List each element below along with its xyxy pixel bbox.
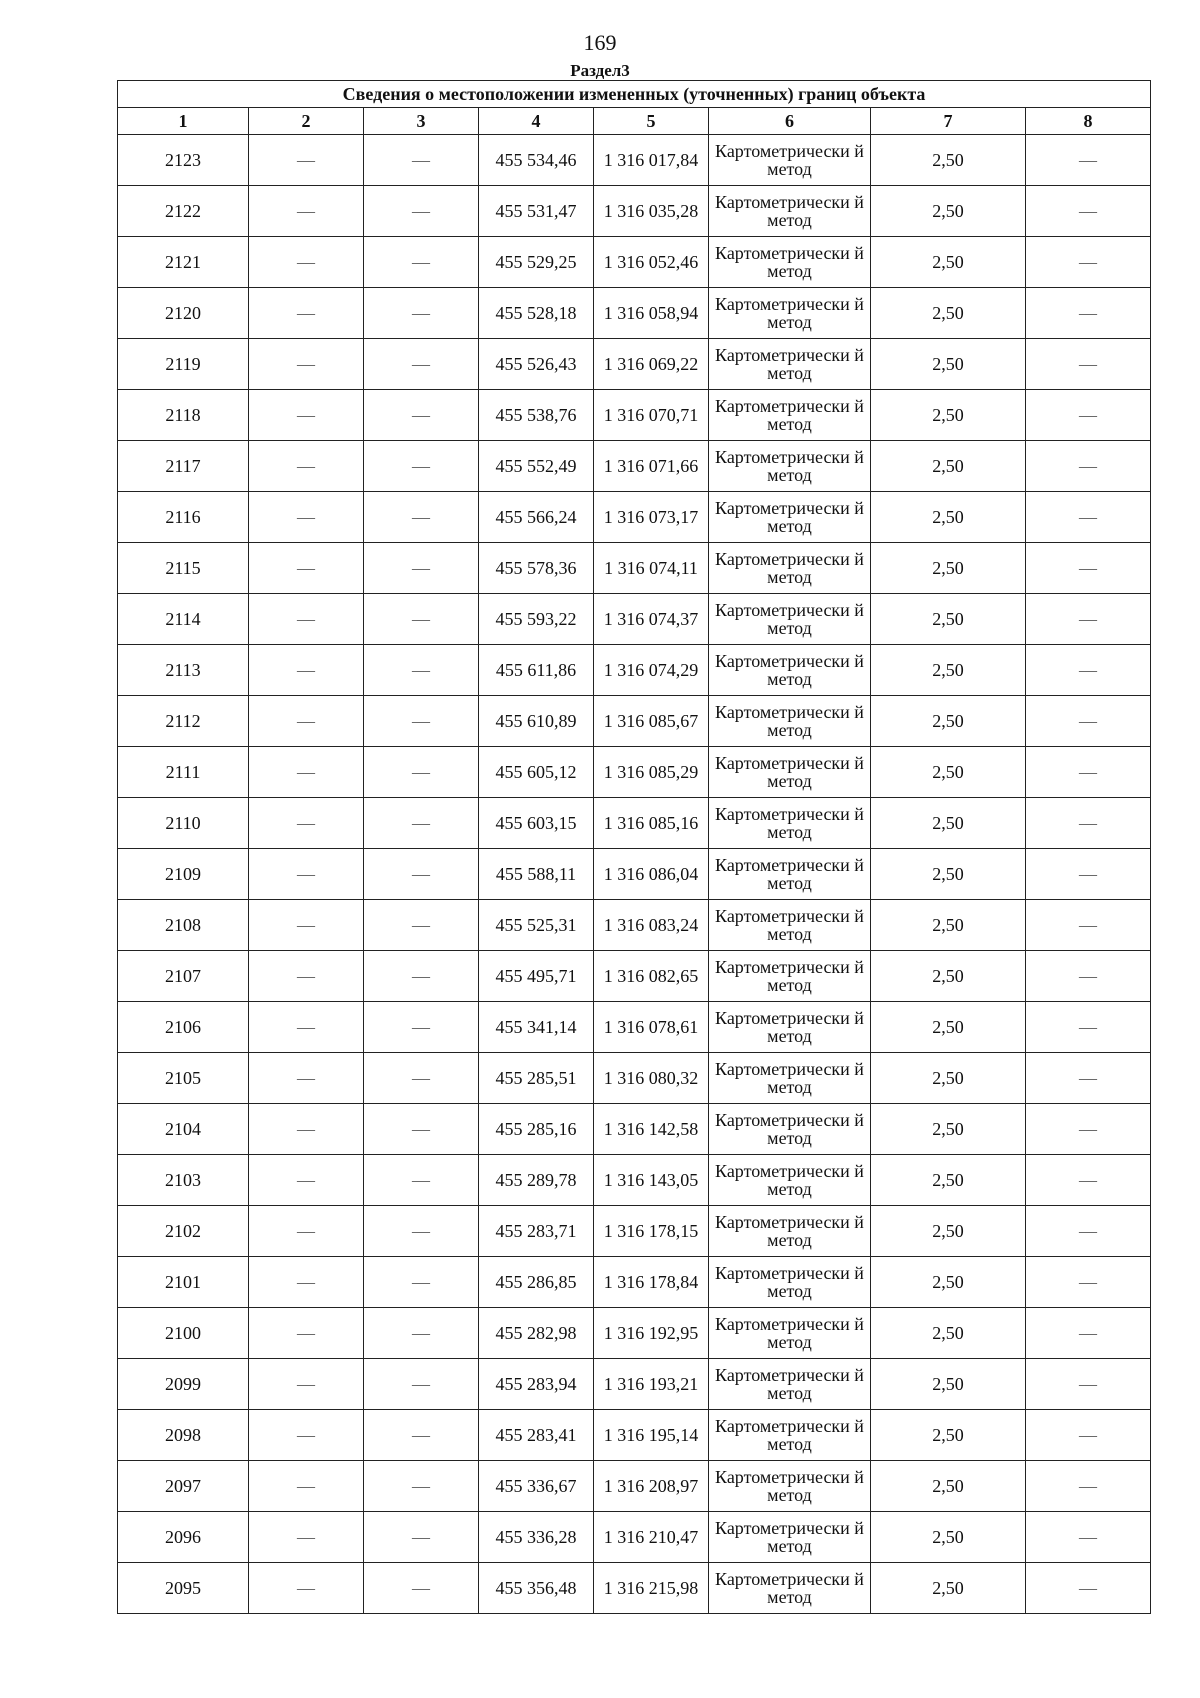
table-row bbox=[118, 849, 1151, 900]
x-coordinate-cell: 455 603,15 bbox=[479, 798, 594, 849]
col3-cell: — bbox=[364, 1257, 479, 1308]
accuracy-cell: 2,50 bbox=[871, 1104, 1026, 1155]
y-coordinate-cell: 1 316 193,21 bbox=[594, 1359, 709, 1410]
col2-cell: — bbox=[249, 1206, 364, 1257]
x-coordinate-cell: 455 531,47 bbox=[479, 186, 594, 237]
col8-cell: — bbox=[1026, 798, 1151, 849]
col8-cell: — bbox=[1026, 288, 1151, 339]
accuracy-cell: 2,50 bbox=[871, 237, 1026, 288]
accuracy-cell: 2,50 bbox=[871, 1359, 1026, 1410]
col2-cell: — bbox=[249, 288, 364, 339]
method-cell: Картометрически й метод bbox=[709, 594, 871, 645]
x-coordinate-cell: 455 356,48 bbox=[479, 1563, 594, 1614]
col2-cell: — bbox=[249, 747, 364, 798]
table-row bbox=[118, 1104, 1151, 1155]
col8-cell: — bbox=[1026, 543, 1151, 594]
method-cell: Картометрически й метод bbox=[709, 1461, 871, 1512]
table-row bbox=[118, 1257, 1151, 1308]
col8-cell: — bbox=[1026, 186, 1151, 237]
col8-cell: — bbox=[1026, 1002, 1151, 1053]
point-number-cell: 2101 bbox=[118, 1257, 249, 1308]
y-coordinate-cell: 1 316 073,17 bbox=[594, 492, 709, 543]
col8-cell: — bbox=[1026, 1053, 1151, 1104]
method-cell: Картометрически й метод bbox=[709, 492, 871, 543]
col3-cell: — bbox=[364, 1359, 479, 1410]
table-row bbox=[118, 1563, 1151, 1614]
accuracy-cell: 2,50 bbox=[871, 1461, 1026, 1512]
point-number-cell: 2112 bbox=[118, 696, 249, 747]
table-row bbox=[118, 900, 1151, 951]
col8-cell: — bbox=[1026, 1461, 1151, 1512]
col3-cell: — bbox=[364, 339, 479, 390]
col8-cell: — bbox=[1026, 696, 1151, 747]
point-number-cell: 2117 bbox=[118, 441, 249, 492]
col3-cell: — bbox=[364, 849, 479, 900]
col8-cell: — bbox=[1026, 1206, 1151, 1257]
col2-cell: — bbox=[249, 1563, 364, 1614]
x-coordinate-cell: 455 525,31 bbox=[479, 900, 594, 951]
method-cell: Картометрически й метод bbox=[709, 1359, 871, 1410]
y-coordinate-cell: 1 316 035,28 bbox=[594, 186, 709, 237]
x-coordinate-cell: 455 336,28 bbox=[479, 1512, 594, 1563]
point-number-cell: 2111 bbox=[118, 747, 249, 798]
table-row bbox=[118, 1053, 1151, 1104]
y-coordinate-cell: 1 316 080,32 bbox=[594, 1053, 709, 1104]
point-number-cell: 2110 bbox=[118, 798, 249, 849]
col8-cell: — bbox=[1026, 1155, 1151, 1206]
accuracy-cell: 2,50 bbox=[871, 1410, 1026, 1461]
table-row bbox=[118, 1002, 1151, 1053]
col8-cell: — bbox=[1026, 1104, 1151, 1155]
table-title-row bbox=[118, 81, 1151, 108]
col8-cell: — bbox=[1026, 849, 1151, 900]
col3-cell: — bbox=[364, 900, 479, 951]
col3-cell: — bbox=[364, 543, 479, 594]
col2-cell: — bbox=[249, 645, 364, 696]
method-cell: Картометрически й метод bbox=[709, 288, 871, 339]
table-row bbox=[118, 441, 1151, 492]
accuracy-cell: 2,50 bbox=[871, 135, 1026, 186]
x-coordinate-cell: 455 566,24 bbox=[479, 492, 594, 543]
col2-cell: — bbox=[249, 1461, 364, 1512]
col2-cell: — bbox=[249, 798, 364, 849]
column-number: 5 bbox=[594, 108, 709, 135]
x-coordinate-cell: 455 526,43 bbox=[479, 339, 594, 390]
table-row bbox=[118, 237, 1151, 288]
y-coordinate-cell: 1 316 074,29 bbox=[594, 645, 709, 696]
y-coordinate-cell: 1 316 195,14 bbox=[594, 1410, 709, 1461]
col2-cell: — bbox=[249, 1053, 364, 1104]
col3-cell: — bbox=[364, 1206, 479, 1257]
col8-cell: — bbox=[1026, 951, 1151, 1002]
col3-cell: — bbox=[364, 135, 479, 186]
point-number-cell: 2098 bbox=[118, 1410, 249, 1461]
accuracy-cell: 2,50 bbox=[871, 441, 1026, 492]
col8-cell: — bbox=[1026, 390, 1151, 441]
col8-cell: — bbox=[1026, 1359, 1151, 1410]
table-row bbox=[118, 288, 1151, 339]
accuracy-cell: 2,50 bbox=[871, 1053, 1026, 1104]
accuracy-cell: 2,50 bbox=[871, 645, 1026, 696]
y-coordinate-cell: 1 316 052,46 bbox=[594, 237, 709, 288]
column-number: 6 bbox=[709, 108, 871, 135]
y-coordinate-cell: 1 316 178,84 bbox=[594, 1257, 709, 1308]
table-row bbox=[118, 135, 1151, 186]
col3-cell: — bbox=[364, 645, 479, 696]
accuracy-cell: 2,50 bbox=[871, 1512, 1026, 1563]
col3-cell: — bbox=[364, 237, 479, 288]
column-number: 8 bbox=[1026, 108, 1151, 135]
col2-cell: — bbox=[249, 1410, 364, 1461]
col8-cell: — bbox=[1026, 594, 1151, 645]
method-cell: Картометрически й метод bbox=[709, 339, 871, 390]
accuracy-cell: 2,50 bbox=[871, 186, 1026, 237]
col2-cell: — bbox=[249, 390, 364, 441]
y-coordinate-cell: 1 316 086,04 bbox=[594, 849, 709, 900]
point-number-cell: 2108 bbox=[118, 900, 249, 951]
col3-cell: — bbox=[364, 951, 479, 1002]
point-number-cell: 2104 bbox=[118, 1104, 249, 1155]
table-row bbox=[118, 339, 1151, 390]
y-coordinate-cell: 1 316 069,22 bbox=[594, 339, 709, 390]
y-coordinate-cell: 1 316 208,97 bbox=[594, 1461, 709, 1512]
col3-cell: — bbox=[364, 1002, 479, 1053]
point-number-cell: 2107 bbox=[118, 951, 249, 1002]
point-number-cell: 2105 bbox=[118, 1053, 249, 1104]
point-number-cell: 2122 bbox=[118, 186, 249, 237]
x-coordinate-cell: 455 529,25 bbox=[479, 237, 594, 288]
y-coordinate-cell: 1 316 078,61 bbox=[594, 1002, 709, 1053]
x-coordinate-cell: 455 538,76 bbox=[479, 390, 594, 441]
col3-cell: — bbox=[364, 1155, 479, 1206]
accuracy-cell: 2,50 bbox=[871, 747, 1026, 798]
point-number-cell: 2099 bbox=[118, 1359, 249, 1410]
col3-cell: — bbox=[364, 1308, 479, 1359]
method-cell: Картометрически й метод bbox=[709, 696, 871, 747]
y-coordinate-cell: 1 316 192,95 bbox=[594, 1308, 709, 1359]
table-row bbox=[118, 645, 1151, 696]
method-cell: Картометрически й метод bbox=[709, 135, 871, 186]
col8-cell: — bbox=[1026, 1308, 1151, 1359]
accuracy-cell: 2,50 bbox=[871, 1002, 1026, 1053]
accuracy-cell: 2,50 bbox=[871, 951, 1026, 1002]
point-number-cell: 2102 bbox=[118, 1206, 249, 1257]
y-coordinate-cell: 1 316 085,16 bbox=[594, 798, 709, 849]
method-cell: Картометрически й метод bbox=[709, 390, 871, 441]
col8-cell: — bbox=[1026, 237, 1151, 288]
method-cell: Картометрически й метод bbox=[709, 645, 871, 696]
x-coordinate-cell: 455 495,71 bbox=[479, 951, 594, 1002]
col2-cell: — bbox=[249, 237, 364, 288]
accuracy-cell: 2,50 bbox=[871, 849, 1026, 900]
accuracy-cell: 2,50 bbox=[871, 1308, 1026, 1359]
accuracy-cell: 2,50 bbox=[871, 1563, 1026, 1614]
method-cell: Картометрически й метод bbox=[709, 1155, 871, 1206]
col2-cell: — bbox=[249, 1308, 364, 1359]
col8-cell: — bbox=[1026, 135, 1151, 186]
x-coordinate-cell: 455 611,86 bbox=[479, 645, 594, 696]
col3-cell: — bbox=[364, 186, 479, 237]
accuracy-cell: 2,50 bbox=[871, 798, 1026, 849]
y-coordinate-cell: 1 316 082,65 bbox=[594, 951, 709, 1002]
y-coordinate-cell: 1 316 085,29 bbox=[594, 747, 709, 798]
x-coordinate-cell: 455 289,78 bbox=[479, 1155, 594, 1206]
accuracy-cell: 2,50 bbox=[871, 1155, 1026, 1206]
column-number: 4 bbox=[479, 108, 594, 135]
x-coordinate-cell: 455 552,49 bbox=[479, 441, 594, 492]
x-coordinate-cell: 455 534,46 bbox=[479, 135, 594, 186]
col2-cell: — bbox=[249, 951, 364, 1002]
y-coordinate-cell: 1 316 210,47 bbox=[594, 1512, 709, 1563]
x-coordinate-cell: 455 285,51 bbox=[479, 1053, 594, 1104]
method-cell: Картометрически й метод bbox=[709, 849, 871, 900]
col8-cell: — bbox=[1026, 1410, 1151, 1461]
col3-cell: — bbox=[364, 747, 479, 798]
method-cell: Картометрически й метод bbox=[709, 951, 871, 1002]
col8-cell: — bbox=[1026, 1512, 1151, 1563]
table-row bbox=[118, 951, 1151, 1002]
col2-cell: — bbox=[249, 339, 364, 390]
table-row bbox=[118, 390, 1151, 441]
col3-cell: — bbox=[364, 1053, 479, 1104]
table-row bbox=[118, 186, 1151, 237]
method-cell: Картометрически й метод bbox=[709, 1512, 871, 1563]
point-number-cell: 2118 bbox=[118, 390, 249, 441]
point-number-cell: 2103 bbox=[118, 1155, 249, 1206]
col3-cell: — bbox=[364, 1512, 479, 1563]
col3-cell: — bbox=[364, 1461, 479, 1512]
col8-cell: — bbox=[1026, 747, 1151, 798]
col2-cell: — bbox=[249, 696, 364, 747]
x-coordinate-cell: 455 336,67 bbox=[479, 1461, 594, 1512]
table-row bbox=[118, 1461, 1151, 1512]
col8-cell: — bbox=[1026, 492, 1151, 543]
col2-cell: — bbox=[249, 492, 364, 543]
accuracy-cell: 2,50 bbox=[871, 696, 1026, 747]
table-title: Сведения о местоположении измененных (уточненных) границ объекта bbox=[118, 81, 1151, 108]
accuracy-cell: 2,50 bbox=[871, 900, 1026, 951]
col3-cell: — bbox=[364, 696, 479, 747]
method-cell: Картометрически й метод bbox=[709, 1002, 871, 1053]
table-row bbox=[118, 594, 1151, 645]
y-coordinate-cell: 1 316 070,71 bbox=[594, 390, 709, 441]
y-coordinate-cell: 1 316 058,94 bbox=[594, 288, 709, 339]
method-cell: Картометрически й метод bbox=[709, 1206, 871, 1257]
y-coordinate-cell: 1 316 083,24 bbox=[594, 900, 709, 951]
col2-cell: — bbox=[249, 1257, 364, 1308]
col2-cell: — bbox=[249, 1512, 364, 1563]
table-row bbox=[118, 1512, 1151, 1563]
col8-cell: — bbox=[1026, 441, 1151, 492]
x-coordinate-cell: 455 605,12 bbox=[479, 747, 594, 798]
y-coordinate-cell: 1 316 074,11 bbox=[594, 543, 709, 594]
method-cell: Картометрически й метод bbox=[709, 900, 871, 951]
col2-cell: — bbox=[249, 186, 364, 237]
point-number-cell: 2100 bbox=[118, 1308, 249, 1359]
point-number-cell: 2121 bbox=[118, 237, 249, 288]
table-row bbox=[118, 696, 1151, 747]
col8-cell: — bbox=[1026, 339, 1151, 390]
accuracy-cell: 2,50 bbox=[871, 1257, 1026, 1308]
point-number-cell: 2119 bbox=[118, 339, 249, 390]
y-coordinate-cell: 1 316 017,84 bbox=[594, 135, 709, 186]
x-coordinate-cell: 455 285,16 bbox=[479, 1104, 594, 1155]
table-row bbox=[118, 747, 1151, 798]
x-coordinate-cell: 455 286,85 bbox=[479, 1257, 594, 1308]
method-cell: Картометрически й метод bbox=[709, 1563, 871, 1614]
col2-cell: — bbox=[249, 849, 364, 900]
x-coordinate-cell: 455 610,89 bbox=[479, 696, 594, 747]
y-coordinate-cell: 1 316 178,15 bbox=[594, 1206, 709, 1257]
accuracy-cell: 2,50 bbox=[871, 288, 1026, 339]
col2-cell: — bbox=[249, 1359, 364, 1410]
x-coordinate-cell: 455 341,14 bbox=[479, 1002, 594, 1053]
accuracy-cell: 2,50 bbox=[871, 339, 1026, 390]
y-coordinate-cell: 1 316 074,37 bbox=[594, 594, 709, 645]
point-number-cell: 2116 bbox=[118, 492, 249, 543]
col2-cell: — bbox=[249, 1104, 364, 1155]
method-cell: Картометрически й метод bbox=[709, 1104, 871, 1155]
point-number-cell: 2114 bbox=[118, 594, 249, 645]
point-number-cell: 2095 bbox=[118, 1563, 249, 1614]
accuracy-cell: 2,50 bbox=[871, 594, 1026, 645]
col8-cell: — bbox=[1026, 900, 1151, 951]
column-number: 2 bbox=[249, 108, 364, 135]
point-number-cell: 2113 bbox=[118, 645, 249, 696]
section-title: Раздел3 bbox=[570, 61, 630, 80]
method-cell: Картометрически й метод bbox=[709, 1410, 871, 1461]
col3-cell: — bbox=[364, 390, 479, 441]
table-row bbox=[118, 492, 1151, 543]
col3-cell: — bbox=[364, 594, 479, 645]
accuracy-cell: 2,50 bbox=[871, 543, 1026, 594]
y-coordinate-cell: 1 316 142,58 bbox=[594, 1104, 709, 1155]
table-row bbox=[118, 1308, 1151, 1359]
point-number-cell: 2109 bbox=[118, 849, 249, 900]
col8-cell: — bbox=[1026, 1563, 1151, 1614]
y-coordinate-cell: 1 316 071,66 bbox=[594, 441, 709, 492]
column-number: 3 bbox=[364, 108, 479, 135]
x-coordinate-cell: 455 283,41 bbox=[479, 1410, 594, 1461]
y-coordinate-cell: 1 316 143,05 bbox=[594, 1155, 709, 1206]
point-number-cell: 2106 bbox=[118, 1002, 249, 1053]
method-cell: Картометрически й метод bbox=[709, 186, 871, 237]
table-row bbox=[118, 1206, 1151, 1257]
x-coordinate-cell: 455 282,98 bbox=[479, 1308, 594, 1359]
x-coordinate-cell: 455 593,22 bbox=[479, 594, 594, 645]
col2-cell: — bbox=[249, 594, 364, 645]
x-coordinate-cell: 455 283,71 bbox=[479, 1206, 594, 1257]
table-body bbox=[118, 135, 1151, 1614]
table-row bbox=[118, 1155, 1151, 1206]
point-number-cell: 2123 bbox=[118, 135, 249, 186]
point-number-cell: 2097 bbox=[118, 1461, 249, 1512]
x-coordinate-cell: 455 588,11 bbox=[479, 849, 594, 900]
y-coordinate-cell: 1 316 215,98 bbox=[594, 1563, 709, 1614]
col8-cell: — bbox=[1026, 1257, 1151, 1308]
point-number-cell: 2096 bbox=[118, 1512, 249, 1563]
column-number: 7 bbox=[871, 108, 1026, 135]
x-coordinate-cell: 455 283,94 bbox=[479, 1359, 594, 1410]
column-number-row bbox=[118, 108, 1151, 135]
col2-cell: — bbox=[249, 441, 364, 492]
accuracy-cell: 2,50 bbox=[871, 390, 1026, 441]
method-cell: Картометрически й метод bbox=[709, 747, 871, 798]
method-cell: Картометрически й метод bbox=[709, 237, 871, 288]
col2-cell: — bbox=[249, 135, 364, 186]
point-number-cell: 2120 bbox=[118, 288, 249, 339]
method-cell: Картометрически й метод bbox=[709, 543, 871, 594]
table-row bbox=[118, 1359, 1151, 1410]
table-row bbox=[118, 543, 1151, 594]
method-cell: Картометрически й метод bbox=[709, 1308, 871, 1359]
column-number: 1 bbox=[118, 108, 249, 135]
x-coordinate-cell: 455 528,18 bbox=[479, 288, 594, 339]
method-cell: Картометрически й метод bbox=[709, 1257, 871, 1308]
col8-cell: — bbox=[1026, 645, 1151, 696]
page-number: 169 bbox=[583, 30, 617, 55]
col2-cell: — bbox=[249, 543, 364, 594]
col2-cell: — bbox=[249, 900, 364, 951]
boundary-coordinates-table bbox=[117, 80, 1151, 1614]
method-cell: Картометрически й метод bbox=[709, 1053, 871, 1104]
y-coordinate-cell: 1 316 085,67 bbox=[594, 696, 709, 747]
accuracy-cell: 2,50 bbox=[871, 492, 1026, 543]
col3-cell: — bbox=[364, 1104, 479, 1155]
col3-cell: — bbox=[364, 1563, 479, 1614]
col3-cell: — bbox=[364, 441, 479, 492]
accuracy-cell: 2,50 bbox=[871, 1206, 1026, 1257]
x-coordinate-cell: 455 578,36 bbox=[479, 543, 594, 594]
method-cell: Картометрически й метод bbox=[709, 798, 871, 849]
col2-cell: — bbox=[249, 1155, 364, 1206]
col3-cell: — bbox=[364, 492, 479, 543]
table-row bbox=[118, 1410, 1151, 1461]
table-row bbox=[118, 798, 1151, 849]
col3-cell: — bbox=[364, 1410, 479, 1461]
col3-cell: — bbox=[364, 288, 479, 339]
point-number-cell: 2115 bbox=[118, 543, 249, 594]
col3-cell: — bbox=[364, 798, 479, 849]
col2-cell: — bbox=[249, 1002, 364, 1053]
method-cell: Картометрически й метод bbox=[709, 441, 871, 492]
